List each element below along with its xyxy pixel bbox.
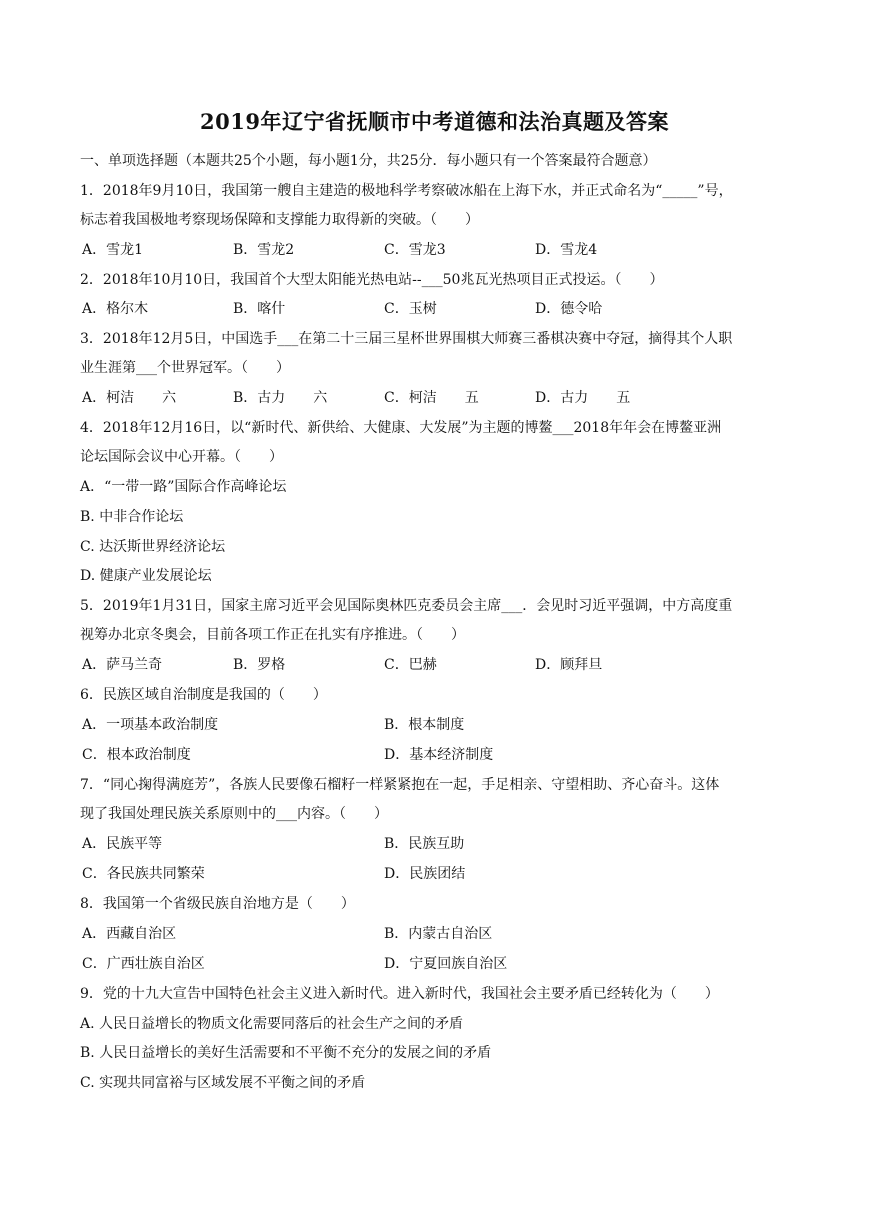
question-2-option-d: D．德令哈 (535, 301, 603, 317)
question-8-option-a: A．西藏自治区 (82, 926, 177, 942)
question-1-option-a: A．雪龙1 (82, 242, 144, 258)
question-3-line-1: 3．2018年12月5日，中国选手___在第二十三届三星杯世界围棋大师赛三番棋决赛中夺冠，摘得其个人职 (80, 331, 733, 347)
question-7-option-b: B．民族互助 (384, 836, 465, 852)
question-9-option-a: A. 人民日益增长的物质文化需要同落后的社会生产之间的矛盾 (80, 1016, 464, 1032)
question-7-option-a: A．民族平等 (82, 836, 163, 852)
question-2-option-c: C．玉树 (384, 301, 437, 317)
question-4-option-d: D. 健康产业发展论坛 (80, 568, 212, 584)
question-1-line-2: 标志着我国极地考察现场保障和支撑能力取得新的突破。（ ） (80, 212, 479, 228)
question-1-line-1: 1．2018年9月10日，我国第一艘自主建造的极地科学考察破冰船在上海下水，并正式命名为“_____”号， (80, 183, 733, 199)
question-5-option-d: D．顾拜旦 (535, 657, 603, 673)
question-6-line-1: 6．民族区域自治制度是我国的（ ） (80, 687, 327, 703)
question-1-option-c: C．雪龙3 (384, 242, 446, 258)
question-6-option-a: A．一项基本政治制度 (82, 717, 219, 733)
question-3-option-a: A．柯洁 六 (82, 390, 177, 406)
question-4-line-1: 4．2018年12月16日，以“新时代、新供给、大健康、大发展”为主题的博鳌___2018年年会在博鳌亚洲 (80, 420, 722, 436)
question-6-option-c: C．根本政治制度 (82, 747, 191, 763)
question-2-line-1: 2．2018年10月10日，我国首个大型太阳能光热电站--___50兆瓦光热项目正式投运。（ ） (80, 272, 664, 288)
question-9-line-1: 9．党的十九大宣告中国特色社会主义进入新时代。进入新时代，我国社会主要矛盾已经转化为（ ） (80, 986, 719, 1002)
question-1-option-d: D．雪龙4 (535, 242, 598, 258)
question-8-option-d: D．宁夏回族自治区 (384, 956, 508, 972)
question-3-option-d: D．古力 五 (535, 390, 631, 406)
question-5-line-1: 5．2019年1月31日，国家主席习近平会见国际奥林匹克委员会主席___．会见时习近平强调，中方高度重 (80, 598, 733, 614)
question-4-option-c: C. 达沃斯世界经济论坛 (80, 539, 226, 555)
question-7-option-c: C．各民族共同繁荣 (82, 866, 205, 882)
question-6-option-d: D．基本经济制度 (384, 747, 494, 763)
question-5-option-a: A．萨马兰奇 (82, 657, 163, 673)
section-heading: 一、单项选择题（本题共25个小题，每小题1分，共25分．每小题只有一个答案最符合题意） (80, 153, 657, 169)
question-4-option-b: B. 中非合作论坛 (80, 509, 184, 525)
question-9-option-b: B. 人民日益增长的美好生活需要和不平衡不充分的发展之间的矛盾 (80, 1045, 492, 1061)
question-2-option-a: A．格尔木 (82, 301, 149, 317)
question-8-line-1: 8．我国第一个省级民族自治地方是（ ） (80, 896, 355, 912)
question-7-line-2: 现了我国处理民族关系原则中的___内容。（ ） (80, 806, 388, 822)
question-3-option-c: C．柯洁 五 (384, 390, 479, 406)
question-9-option-c: C. 实现共同富裕与区域发展不平衡之间的矛盾 (80, 1075, 366, 1091)
question-3-option-b: B．古力 六 (233, 390, 328, 406)
question-5-option-b: B．罗格 (233, 657, 286, 673)
question-2-option-b: B．喀什 (233, 301, 286, 317)
question-8-option-c: C．广西壮族自治区 (82, 956, 205, 972)
question-3-line-2: 业生涯第___个世界冠军。（ ） (80, 360, 290, 376)
question-8-option-b: B．内蒙古自治区 (384, 926, 493, 942)
question-4-option-a: A．“一带一路”国际合作高峰论坛 (80, 479, 287, 495)
question-6-option-b: B．根本制度 (384, 717, 465, 733)
question-5-line-2: 视筹办北京冬奥会，目前各项工作正在扎实有序推进。（ ） (80, 627, 465, 643)
question-4-line-2: 论坛国际会议中心开幕。（ ） (80, 449, 283, 465)
question-7-line-1: 7．“同心掬得满庭芳”，各族人民要像石榴籽一样紧紧抱在一起，手足相亲、守望相助、齐心奋斗。这体 (80, 777, 720, 793)
question-1-option-b: B．雪龙2 (233, 242, 295, 258)
document-title: 2019年辽宁省抚顺市中考道德和法治真题及答案 (200, 109, 669, 134)
question-7-option-d: D．民族团结 (384, 866, 466, 882)
question-5-option-c: C．巴赫 (384, 657, 437, 673)
